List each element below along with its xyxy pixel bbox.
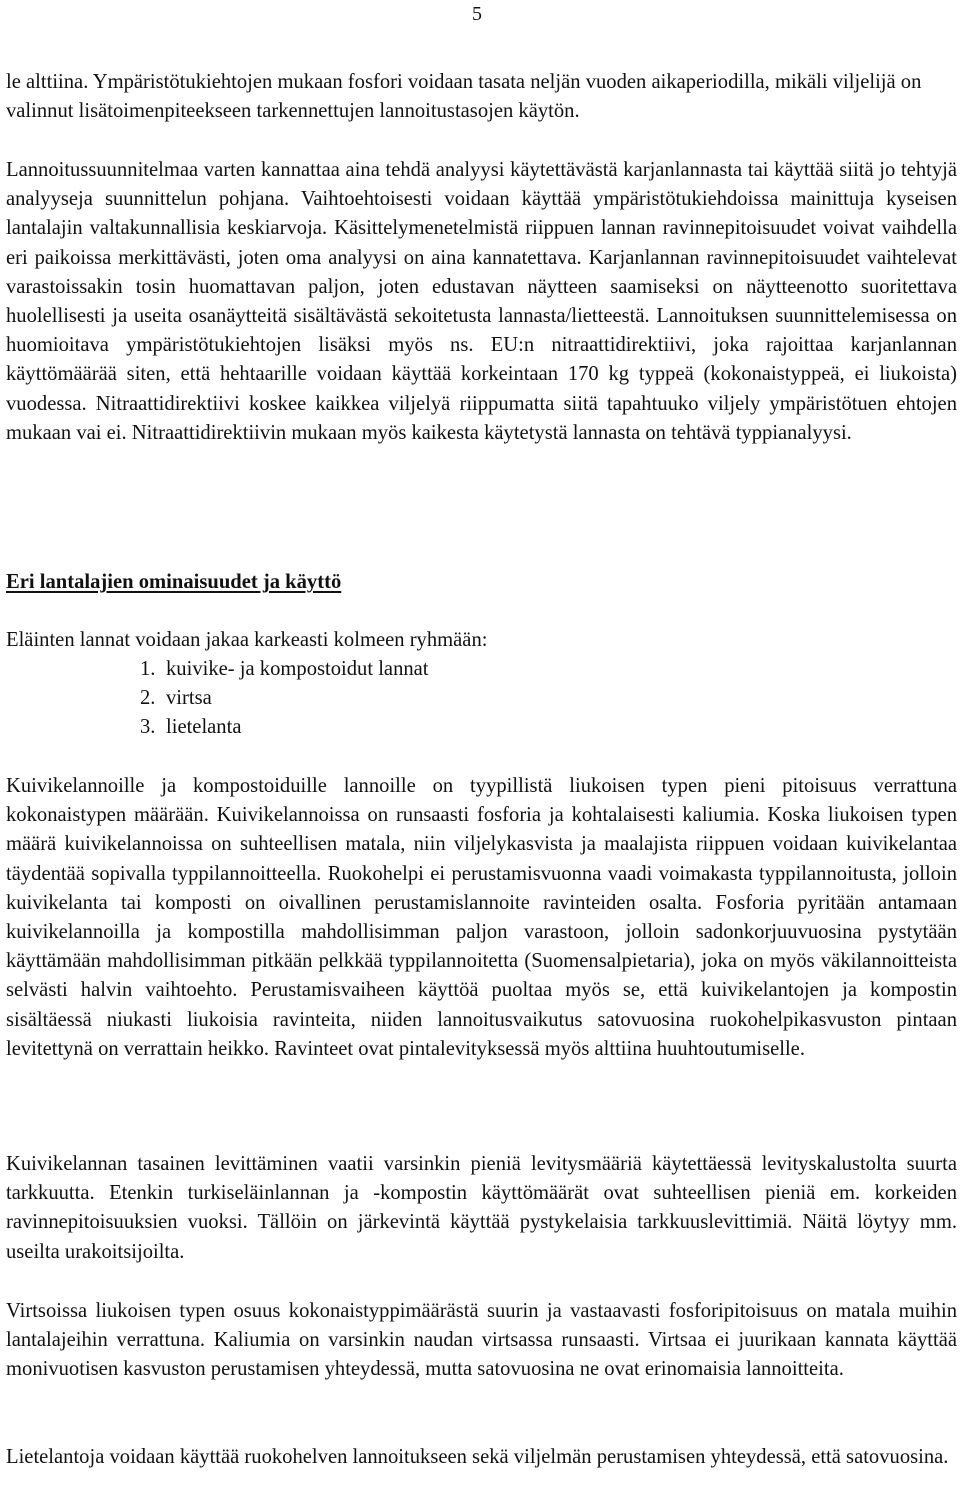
list-item-label: virtsa [166,687,212,710]
paragraph-bedding-manure: Kuivikelannoille ja kompostoiduille lannoille on tyypillistä liukoisen typen pieni pitoisuus verrattuna kokonaistypen määrään. Kuivikelannoissa on runsaasti fosforia ja kohtalaisesti kaliumia. Koska liukoisen typen määrä kuivikelannoissa on suhteellisen matala, niin viljelykasvista ja maalajista riippuen voidaan kuivikelantaa täydentää sopivalla typpilannoitteella. Ruokohelpi ei perustamisvuonna vaadi voimakasta typpilannoitusta, jolloin kuivikelanta tai komposti on oivallinen perustamislannoite ravinteiden osalta. Fosforia pyritään antamaan kuivikelannoilla ja kompostilla mahdollisimman paljon varastoon, jolloin sadonkorjuuvuosina pystytään käyttämään mahdollisimman pitkään pelkkää typpilannoitetta (Suomensalpietaria), joka on myös väkilannoitteista selvästi halvin vaihtoehto. Perustamisvaiheen käyttöä puoltaa myös se, että kuivikelantojen ja kompostin sisältäessä niukasti liukoisia ravinteita, niiden lannoitusvaikutus satovuosina ruokohelpikasvuston pintaan levitettynä on verrattain heikko. Ravinteet ovat pintalevityksessä myös alttiina huuhtoutumiselle. [6,775,957,1060]
list-item [140,655,429,684]
list-item-label: lietelanta [166,716,242,739]
list-item-number: 1. [140,658,156,680]
paragraph-fertilization-plan: Lannoitussuunnitelmaa varten kannattaa aina tehdä analyysi käytettävästä karjanlannasta tai käyttää siitä jo tehtyjä analyyseja suunnittelun pohjana. Vaihtoehtoisesti voidaan käyttää ympäristötukiehdoissa mainittuja kyseisen lantalajin valtakunnallisia keskiarvoja. Käsittelymenetelmistä riippuen lannan ravinnepitoisuudet voivat vaihdella eri paikoissa merkittävästi, joten oma analyysi on aina kannatettava. Karjanlannan ravinnepitoisuudet vaihtelevat varastoissakin tosin huomattavan paljon, joten edustavan näytteen saamiseksi on näytteenotto suoritettava huolellisesti ja useita osanäytteitä sisältävästä sekoitetusta lannasta/lietteestä. Lannoituksen suunnittelemisessa on huomioitava ympäristötukiehtojen lisäksi myös ns. EU:n nitraattidirektiivi, joka rajoittaa karjanlannan käyttömäärää siten, että hehtaarille voidaan käyttää korkeintaan 170 kg typpeä (kokonaistyppeä, ei liukoista) vuodessa. Nitraattidirektiivi koskee kaikkea viljelyä riippumatta siitä tapahtuuko viljely ympäristötuen ehtojen mukaan vai ei. Nitraattidirektiivin mukaan myös kaikesta käytetystä lannasta on tehtävä typpianalyysi. [6,159,957,444]
paragraph-urine: Virtsoissa liukoisen typen osuus kokonaistyppimäärästä suurin ja vastaavasti fosforipitoisuus on matala muihin lantalajeihin verrattuna. Kaliumia on varsinkin naudan virtsassa runsaasti. Virtsaa ei juurikaan kannata käyttää monivuotisen kasvuston perustamisen yhteydessä, mutta satovuosina ne ovat erinomaisia lannoitteita. [6,1300,957,1381]
manure-groups-list [140,655,429,743]
list-item-number: 3. [140,716,156,739]
paragraph-spreading-equipment: Kuivikelannan tasainen levittäminen vaatii varsinkin pieniä levitysmääriä käytettäessä levityskalustolta suurta tarkkuutta. Etenkin turkiseläinlannan ja -kompostin käyttömäärät ovat suhteellisen pieniä em. korkeiden ravinnepitoisuuksien vuoksi. Tällöin on järkevintä käyttää pystykelaisia tarkkuuslevittimiä. Näitä löytyy mm. useilta urakoitsijoilta. [6,1153,957,1263]
manure-groups-intro: Eläinten lannat voidaan jakaa karkeasti kolmeen ryhmään: [6,629,488,651]
section-heading: Eri lantalajien ominaisuudet ja käyttö [6,571,342,593]
paragraph-phosphorus-period: le alttiina. Ympäristötukiehtojen mukaan fosfori voidaan tasata neljän vuoden aikaperiodilla, mikäli viljelijä on valinnut lisätoimenpiteekseen tarkennettujen lannoitustasojen käytön. [6,71,922,123]
list-item-number: 2. [140,687,156,710]
list-item [140,713,429,742]
page-number: 5 [472,3,482,25]
list-item-label: kuivike- ja kompostoidut lannat [166,658,429,680]
paragraph-slurry: Lietelantoja voidaan käyttää ruokohelven lannoitukseen sekä viljelmän perustamisen yhteydessä, että satovuosina. [6,1446,949,1468]
list-item [140,684,429,713]
